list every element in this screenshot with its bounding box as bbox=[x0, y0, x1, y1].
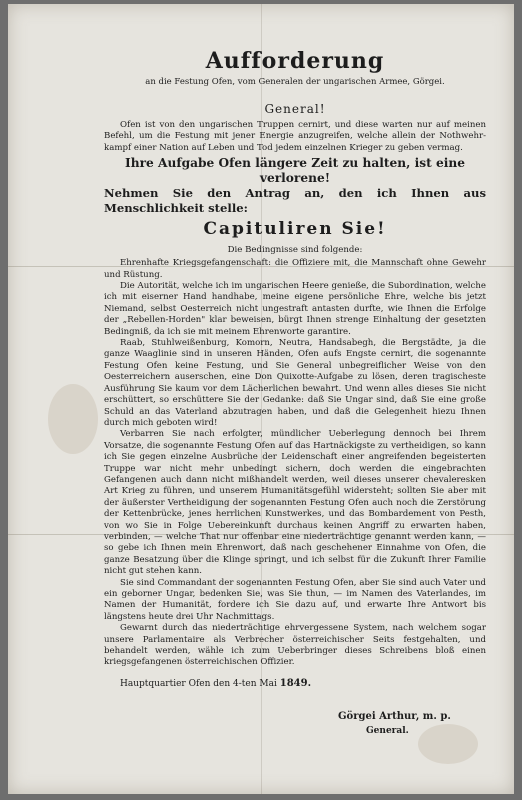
salutation: General! bbox=[264, 102, 326, 116]
body-paragraph: Raab, Stuhlweißenburg, Komorn, Neutra, Handsabegh, die Bergstädte, ja die ganze Waaglinie sind in unseren Händen, Ofen aufs Engste cernirt, die sogenannte Festung Ofen keine Festung, und Sie General unbegreiflicher Weise von den Oesterreichern auserschen, eine Don Quixotte-Aufgabe zu lösen, deren tragischeste Ausführung Sie kaum vor dem Lächerlichen bewahrt. Und wenn alles dieses Sie nicht erschüttert, so erschüttere Sie der Gedanke: daß Sie Ungar sind, daß Sie eine große Schuld an das Vaterland abzutragen haben, und daß die Gelegenheit hiezu Ihnen durch mich geboten wird! bbox=[104, 338, 486, 428]
proclamation-body bbox=[104, 48, 486, 691]
body-paragraph: Sie sind Commandant der sogenannten Festung Ofen, aber Sie sind auch Vater und ein geborner Ungar, bedenken Sie, was Sie thun, — im Namen des Vaterlandes, im Namen der Humanität, fordere ich Sie dazu auf, und erwarte Ihre Antwort bis längstens heute drei Uhr Nachmittags. bbox=[104, 577, 486, 622]
conditions-paragraph: Ehrenhafte Kriegsgefangenschaft: die Offiziere mit, die Mannschaft ohne Gewehr und Rüstung. bbox=[104, 258, 486, 280]
body-paragraph: Die Autorität, welche ich im ungarischen Heere genieße, die Subordination, welche ich mit eiserner Hand handhabe, meine eigene persönliche Ehre, welche bis jetzt Niemand, selbst Oesterreich nicht ungestraft antasten durfte, wie Ihnen die Erfolge der „Rebellen-Horden" klar beweisen, bürgt Ihnen strenge Einhaltung der gesetzten Bedingniß, da ich sie mit meinem Ehrenworte garantire. bbox=[104, 281, 486, 337]
paper-stain bbox=[48, 384, 98, 454]
emphasis-line: Ihre Aufgabe Ofen längere Zeit zu halten, ist eine verlorene! bbox=[125, 156, 465, 186]
body-paragraph: Verbarren Sie nach erfolgter, mündlicher Ueberlegung dennoch bei Ihrem Vorsatze, die sogenannte Festung Ofen auf das Hartnäckigste zu vertheidigen, so kann ich Sie gegen einzelne Ausbrüche der Leidenschaft einer angreifenden begeisterten Truppe war nicht mehr unbedingt sichern, doch werden die eingebrachten Gefangenen auch dann nicht mißhandelt werden, weil dieses unserer chevaleresken Art Krieg zu führen, und unserem Humanitätsgefühl widersteht; sollten Sie aber mit der äußerster Vertheidigung der sogenannten Festung Ofen auch noch die Zerstörung der Kettenbrücke, jenes herrlichen Kunstwerkes, und das Bombardement von Pesth, von wo Sie in Folge Uebereinkunft durchaus keinen Angriff zu erwarten haben, verbinden, — welche That nur offenbar eine niederträchtige genannt werden kann, — so gebe ich Ihnen mein Ehrenwort, daß nach geschehener Einnahme von Ofen, die ganze Besatzung über die Klinge springt, und ich selbst für die Zukunft Ihrer Familie nicht gut stehen kann. bbox=[104, 429, 486, 577]
conditions-heading: Die Bedingnisse sind folgende: bbox=[227, 245, 363, 256]
signature-block bbox=[338, 710, 451, 738]
headquarters-dateline bbox=[104, 677, 486, 691]
headquarters-year: 1849. bbox=[279, 677, 312, 689]
signature-role: General. bbox=[366, 726, 409, 736]
capitulate-heading: Capituliren Sie! bbox=[203, 219, 387, 240]
demand-line: Nehmen Sie den Antrag an, den ich Ihnen aus Menschlichkeit stelle: bbox=[104, 186, 486, 216]
body-paragraph: Gewarnt durch das niederträchtige ehrvergessene System, nach welchem sogar unsere Parlamentaire als Verbrecher österreichischer Seits festgehalten, und behandelt werden, wähle ich zum Ueberbringer dieses Schreibens bloß einen kriegsgefangenen österreichischen Offizier. bbox=[104, 623, 486, 668]
document-subtitle: an die Festung Ofen, vom Generalen der ungarischen Armee, Görgei. bbox=[145, 77, 445, 87]
document-title: Aufforderung bbox=[205, 48, 385, 74]
signature-name: Görgei Arthur, m. p. bbox=[338, 711, 451, 722]
headquarters-place-date: Hauptquartier Ofen den 4-ten Mai bbox=[120, 678, 277, 689]
intro-paragraph: Ofen ist von den ungarischen Truppen cernirt, und diese warten nur auf meinen Befehl, um die Festung mit jener Energie anzugreifen, welche allein der Nothwehr-kampf einer Nation auf Leben und Tod jedem einzelnen Krieger zu geben vermag. bbox=[104, 120, 486, 153]
document-sheet bbox=[8, 4, 514, 794]
